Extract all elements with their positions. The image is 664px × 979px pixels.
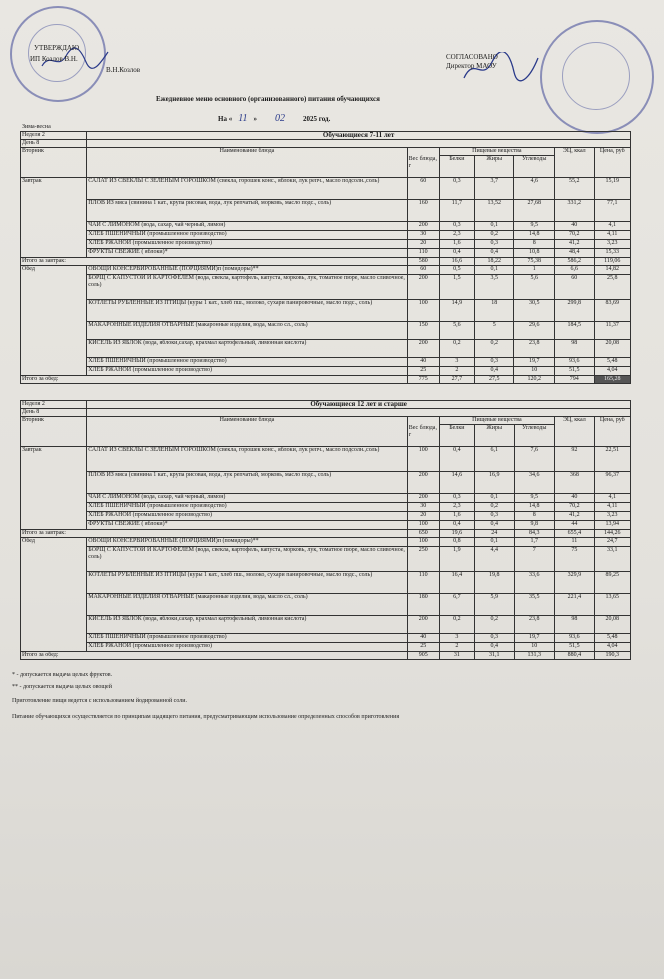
total-protein: 31 xyxy=(439,652,474,660)
total-row xyxy=(21,652,631,660)
dish-carbs: 1,7 xyxy=(514,538,555,547)
dish-fat: 0,2 xyxy=(474,231,514,240)
footnote-3: Приготовление пищи ведется с использованием йодированной соли. xyxy=(12,698,187,704)
menu-row xyxy=(21,447,631,472)
dish-price: 3,23 xyxy=(594,240,630,249)
dish-carbs: 23,8 xyxy=(514,616,555,634)
date-prefix: На « xyxy=(218,115,233,123)
dish-protein: 16,4 xyxy=(439,572,474,594)
dish-fat: 0,2 xyxy=(474,503,514,512)
group-title: Обучающиеся 12 лет и старше xyxy=(87,401,631,409)
total-label: Итого за завтрак: xyxy=(21,530,408,538)
dish-price: 5,48 xyxy=(594,634,630,643)
col-weight-header: Вес блюда, г xyxy=(407,148,439,178)
dish-name: ЧАЙ С ЛИМОНОМ (вода, сахар, чай черный, лимон) xyxy=(87,494,407,503)
dish-fat: 0,3 xyxy=(474,240,514,249)
menu-row xyxy=(21,616,631,634)
dish-kcal: 368 xyxy=(555,472,595,494)
dish-price: 4,11 xyxy=(594,231,630,240)
dish-weight: 60 xyxy=(407,266,439,275)
dish-kcal: 41,2 xyxy=(555,240,595,249)
total-fat: 27,5 xyxy=(474,376,514,384)
total-label: Итого за обед: xyxy=(21,652,408,660)
dish-weight: 200 xyxy=(407,222,439,231)
total-weight: 775 xyxy=(407,376,439,384)
menu-table-2 xyxy=(20,400,631,660)
dish-carbs: 34,6 xyxy=(514,472,555,494)
dish-name: ХЛЕБ ПШЕНИЧНЫЙ (промышленное производство) xyxy=(87,358,407,367)
approve-role: ИП Козлов В.Н. xyxy=(30,55,78,63)
dish-price: 96,37 xyxy=(594,472,630,494)
dish-weight: 160 xyxy=(407,200,439,222)
dish-fat: 13,52 xyxy=(474,200,514,222)
menu-row xyxy=(21,547,631,572)
dish-weight: 100 xyxy=(407,447,439,472)
day-row xyxy=(21,140,631,148)
dish-price: 13,65 xyxy=(594,594,630,616)
total-weight: 580 xyxy=(407,258,439,266)
day-row xyxy=(21,409,631,417)
dish-protein: 0,5 xyxy=(439,266,474,275)
dish-protein: 0,2 xyxy=(439,616,474,634)
dish-kcal: 41,2 xyxy=(555,512,595,521)
menu-row xyxy=(21,634,631,643)
dish-name: БОРЩ С КАПУСТОЙ И КАРТОФЕЛЕМ (вода, свекла, картофель, капуста, морковь, лук, томатное пюре, масло сливочное, соль) xyxy=(87,547,407,572)
dish-weight: 30 xyxy=(407,231,439,240)
dish-protein: 14,6 xyxy=(439,472,474,494)
dish-protein: 3 xyxy=(439,634,474,643)
total-weight: 905 xyxy=(407,652,439,660)
dish-weight: 100 xyxy=(407,300,439,322)
total-protein: 27,7 xyxy=(439,376,474,384)
dish-weight: 200 xyxy=(407,494,439,503)
dish-carbs: 23,8 xyxy=(514,340,555,358)
dish-price: 3,23 xyxy=(594,512,630,521)
col-nutrients-header: Пищевые вещества xyxy=(439,148,554,156)
menu-row xyxy=(21,200,631,222)
total-protein: 19,6 xyxy=(439,530,474,538)
date-day: 11 xyxy=(238,113,248,124)
dish-weight: 110 xyxy=(407,572,439,594)
dish-price: 11,37 xyxy=(594,322,630,340)
dish-carbs: 19,7 xyxy=(514,358,555,367)
dish-fat: 0,3 xyxy=(474,358,514,367)
dish-carbs: 1 xyxy=(514,266,555,275)
col-price-header: Цена, руб xyxy=(594,148,630,178)
dish-price: 25,8 xyxy=(594,275,630,300)
day-label: День 8 xyxy=(21,409,87,417)
weekday-label: Вторник xyxy=(21,417,87,447)
meal-label: Завтрак xyxy=(21,447,87,530)
day-blank xyxy=(87,140,631,148)
dish-kcal: 184,5 xyxy=(555,322,595,340)
menu-row xyxy=(21,266,631,275)
approve-title: УТВЕРЖДАЮ xyxy=(34,44,80,52)
dish-protein: 1,6 xyxy=(439,240,474,249)
dish-kcal: 6,6 xyxy=(555,266,595,275)
dish-name: САЛАТ ИЗ СВЕКЛЫ С ЗЕЛЕНЫМ ГОРОШКОМ (свекла, горошек конс., яблоки, лук репч., масло подсолн.,соль) xyxy=(87,178,407,200)
dish-name: ХЛЕБ РЖАНОЙ (промышленное производство) xyxy=(87,512,407,521)
dish-kcal: 221,4 xyxy=(555,594,595,616)
dish-name: КИСЕЛЬ ИЗ ЯБЛОК (вода, яблоки,сахар, крахмал картофельный, лимонная кислота) xyxy=(87,340,407,358)
total-kcal: 586,2 xyxy=(555,258,595,266)
dish-price: 14,82 xyxy=(594,266,630,275)
dish-fat: 16,9 xyxy=(474,472,514,494)
dish-fat: 6,1 xyxy=(474,447,514,472)
date-month: 02 xyxy=(274,113,285,124)
day-label: День 8 xyxy=(21,140,87,148)
col-name-header: Наименование блюда xyxy=(87,148,407,178)
dish-kcal: 299,8 xyxy=(555,300,595,322)
dish-price: 89,25 xyxy=(594,572,630,594)
dish-carbs: 8 xyxy=(514,240,555,249)
dish-fat: 0,1 xyxy=(474,538,514,547)
total-label: Итого за обед: xyxy=(21,376,408,384)
dish-price: 24,7 xyxy=(594,538,630,547)
dish-price: 77,1 xyxy=(594,200,630,222)
dish-kcal: 11 xyxy=(555,538,595,547)
menu-row xyxy=(21,643,631,652)
dish-kcal: 93,6 xyxy=(555,358,595,367)
dish-name: МАКАРОННЫЕ ИЗДЕЛИЯ ОТВАРНЫЕ (макаронные изделия, вода, масло сл., соль) xyxy=(87,594,407,616)
col-carbs-header: Углеводы xyxy=(514,156,555,178)
dish-kcal: 93,6 xyxy=(555,634,595,643)
total-carbs: 75,38 xyxy=(514,258,555,266)
dish-name: ХЛЕБ ПШЕНИЧНЫЙ (промышленное производство) xyxy=(87,503,407,512)
footnote-2: ** - допускается выдача целых овощей xyxy=(12,684,112,690)
dish-fat: 0,2 xyxy=(474,340,514,358)
dish-fat: 0,1 xyxy=(474,222,514,231)
dish-kcal: 44 xyxy=(555,521,595,530)
footnote-4: Питание обучающихся осуществляется по принципам щадящего питания, предусматривающим использование определенных способов приготовления xyxy=(12,714,400,720)
col-price-header: Цена, руб xyxy=(594,417,630,447)
dish-name: КОТЛЕТЫ РУБЛЕННЫЕ ИЗ ПТИЦЫ (куры 1 кат., хлеб пш., молоко, сухари панировочные, масло подс., соль) xyxy=(87,300,407,322)
total-carbs: 131,3 xyxy=(514,652,555,660)
dish-weight: 30 xyxy=(407,503,439,512)
menu-row xyxy=(21,340,631,358)
dish-carbs: 14,8 xyxy=(514,231,555,240)
dish-price: 20,08 xyxy=(594,340,630,358)
dish-carbs: 30,5 xyxy=(514,300,555,322)
dish-protein: 1,9 xyxy=(439,547,474,572)
dish-protein: 0,4 xyxy=(439,249,474,258)
dish-fat: 5 xyxy=(474,322,514,340)
total-price: 165,28 xyxy=(594,376,630,384)
dish-name: ХЛЕБ РЖАНОЙ (промышленное производство) xyxy=(87,643,407,652)
menu-row xyxy=(21,240,631,249)
meal-label: Обед xyxy=(21,538,87,652)
meal-label: Завтрак xyxy=(21,178,87,258)
dish-protein: 3 xyxy=(439,358,474,367)
dish-weight: 200 xyxy=(407,340,439,358)
total-kcal: 655,4 xyxy=(555,530,595,538)
menu-row xyxy=(21,472,631,494)
dish-fat: 0,1 xyxy=(474,494,514,503)
menu-row xyxy=(21,322,631,340)
dish-carbs: 9,5 xyxy=(514,494,555,503)
dish-weight: 40 xyxy=(407,634,439,643)
dish-weight: 100 xyxy=(407,538,439,547)
dish-kcal: 75 xyxy=(555,547,595,572)
dish-weight: 25 xyxy=(407,367,439,376)
dish-weight: 100 xyxy=(407,521,439,530)
menu-row xyxy=(21,503,631,512)
date-year: 2025 год. xyxy=(302,115,331,123)
col-fat-header: Жиры xyxy=(474,425,514,447)
dish-price: 33,1 xyxy=(594,547,630,572)
dish-kcal: 70,2 xyxy=(555,231,595,240)
dish-carbs: 10 xyxy=(514,367,555,376)
dish-protein: 5,6 xyxy=(439,322,474,340)
menu-row xyxy=(21,367,631,376)
dish-carbs: 5,6 xyxy=(514,275,555,300)
total-protein: 16,6 xyxy=(439,258,474,266)
menu-row xyxy=(21,538,631,547)
dish-name: САЛАТ ИЗ СВЕКЛЫ С ЗЕЛЕНЫМ ГОРОШКОМ (свекла, горошек конс., яблоки, лук репч., масло подсолн.,соль) xyxy=(87,447,407,472)
dish-kcal: 40 xyxy=(555,494,595,503)
dish-fat: 18 xyxy=(474,300,514,322)
menu-row xyxy=(21,358,631,367)
dish-name: ОВОЩИ КОНСЕРВИРОВАННЫЕ (ПОРЦИЯМИ)п (помидоры)** xyxy=(87,538,407,547)
col-carbs-header: Углеводы xyxy=(514,425,555,447)
dish-kcal: 48,4 xyxy=(555,249,595,258)
total-price: 119,06 xyxy=(594,258,630,266)
dish-carbs: 7,6 xyxy=(514,447,555,472)
menu-row xyxy=(21,231,631,240)
dish-protein: 0,4 xyxy=(439,447,474,472)
dish-protein: 0,8 xyxy=(439,538,474,547)
col-kcal-header: ЭЦ, ккал xyxy=(555,148,595,178)
menu-row xyxy=(21,494,631,503)
dish-kcal: 98 xyxy=(555,340,595,358)
dish-price: 15,19 xyxy=(594,178,630,200)
dish-name: ХЛЕБ РЖАНОЙ (промышленное производство) xyxy=(87,240,407,249)
col-name-header: Наименование блюда xyxy=(87,417,407,447)
menu-row xyxy=(21,512,631,521)
dish-protein: 1,5 xyxy=(439,275,474,300)
dish-protein: 0,4 xyxy=(439,521,474,530)
dish-price: 4,1 xyxy=(594,494,630,503)
dish-name: ПЛОВ ИЗ мяса (свинина 1 кат., крупа рисовая, вода, лук репчатый, морковь, масло подс., соль) xyxy=(87,472,407,494)
dish-name: МАКАРОННЫЕ ИЗДЕЛИЯ ОТВАРНЫЕ (макаронные изделия, вода, масло сл., соль) xyxy=(87,322,407,340)
dish-price: 4,04 xyxy=(594,643,630,652)
week-label: Неделя 2 xyxy=(21,401,87,409)
dish-kcal: 51,5 xyxy=(555,643,595,652)
dish-price: 4,11 xyxy=(594,503,630,512)
doc-title: Ежедневное меню основного (организованного) питания обучающихся xyxy=(156,95,380,103)
total-fat: 31,1 xyxy=(474,652,514,660)
dish-protein: 2 xyxy=(439,367,474,376)
dish-fat: 0,3 xyxy=(474,634,514,643)
menu-row xyxy=(21,249,631,258)
dish-kcal: 329,9 xyxy=(555,572,595,594)
season-label: Зима-весна xyxy=(22,124,51,130)
dish-fat: 5,9 xyxy=(474,594,514,616)
dish-fat: 0,1 xyxy=(474,266,514,275)
col-protein-header: Белки xyxy=(439,425,474,447)
dish-price: 20,08 xyxy=(594,616,630,634)
dish-protein: 1,6 xyxy=(439,512,474,521)
dish-protein: 0,3 xyxy=(439,178,474,200)
dish-weight: 150 xyxy=(407,322,439,340)
menu-table-1 xyxy=(20,131,631,384)
dish-name: ХЛЕБ ПШЕНИЧНЫЙ (промышленное производство) xyxy=(87,634,407,643)
dish-kcal: 40 xyxy=(555,222,595,231)
dish-fat: 3,5 xyxy=(474,275,514,300)
col-nutrients-header: Пищевые вещества xyxy=(439,417,554,425)
dish-name: БОРЩ С КАПУСТОЙ И КАРТОФЕЛЕМ (вода, свекла, картофель, капуста, морковь, лук, томатное пюре, масло сливочное, соль) xyxy=(87,275,407,300)
header-row-1 xyxy=(21,417,631,425)
dish-carbs: 19,7 xyxy=(514,634,555,643)
dish-name: ЧАЙ С ЛИМОНОМ (вода, сахар, чай черный, лимон) xyxy=(87,222,407,231)
dish-protein: 14,9 xyxy=(439,300,474,322)
total-price: 144,26 xyxy=(594,530,630,538)
dish-price: 15,33 xyxy=(594,249,630,258)
date-mid: » xyxy=(253,115,257,123)
menu-row xyxy=(21,572,631,594)
dish-fat: 0,4 xyxy=(474,367,514,376)
col-kcal-header: ЭЦ, ккал xyxy=(555,417,595,447)
dish-price: 4,04 xyxy=(594,367,630,376)
dish-fat: 0,2 xyxy=(474,616,514,634)
dish-carbs: 10 xyxy=(514,643,555,652)
dish-kcal: 98 xyxy=(555,616,595,634)
dish-kcal: 51,5 xyxy=(555,367,595,376)
dish-name: ФРУКТЫ СВЕЖИЕ ( яблоки)* xyxy=(87,249,407,258)
agree-role: Директор МАОУ xyxy=(446,62,497,70)
footnote-1: * - допускается выдача целых фруктов. xyxy=(12,672,113,678)
dish-weight: 200 xyxy=(407,616,439,634)
dish-carbs: 9,8 xyxy=(514,521,555,530)
dish-protein: 0,2 xyxy=(439,340,474,358)
dish-price: 83,69 xyxy=(594,300,630,322)
dish-fat: 0,4 xyxy=(474,521,514,530)
menu-date xyxy=(218,114,330,124)
dish-weight: 110 xyxy=(407,249,439,258)
dish-kcal: 70,2 xyxy=(555,503,595,512)
col-weight-header: Вес блюда, г xyxy=(407,417,439,447)
week-label: Неделя 2 xyxy=(21,132,87,140)
dish-kcal: 331,2 xyxy=(555,200,595,222)
dish-name: ФРУКТЫ СВЕЖИЕ ( яблоки)* xyxy=(87,521,407,530)
total-kcal: 794 xyxy=(555,376,595,384)
menu-row xyxy=(21,275,631,300)
dish-kcal: 92 xyxy=(555,447,595,472)
dish-name: КИСЕЛЬ ИЗ ЯБЛОК (вода, яблоки,сахар, крахмал картофельный, лимонная кислота) xyxy=(87,616,407,634)
total-price: 190,3 xyxy=(594,652,630,660)
dish-weight: 180 xyxy=(407,594,439,616)
dish-protein: 0,3 xyxy=(439,222,474,231)
dish-fat: 0,3 xyxy=(474,512,514,521)
total-carbs: 84,3 xyxy=(514,530,555,538)
menu-row xyxy=(21,222,631,231)
dish-weight: 20 xyxy=(407,512,439,521)
agree-title: СОГЛАСОВАНО xyxy=(446,53,498,61)
dish-protein: 2,3 xyxy=(439,503,474,512)
total-fat: 24 xyxy=(474,530,514,538)
col-fat-header: Жиры xyxy=(474,156,514,178)
approve-name: В.Н.Козлов xyxy=(106,66,141,74)
dish-name: ХЛЕБ РЖАНОЙ (промышленное производство) xyxy=(87,367,407,376)
dish-weight: 250 xyxy=(407,547,439,572)
dish-name: ХЛЕБ ПШЕНИЧНЫЙ (промышленное производство) xyxy=(87,231,407,240)
total-weight: 650 xyxy=(407,530,439,538)
dish-price: 13,94 xyxy=(594,521,630,530)
dish-name: КОТЛЕТЫ РУБЛЕННЫЕ ИЗ ПТИЦЫ (куры 1 кат., хлеб пш., молоко, сухари панировочные, масло подс., соль) xyxy=(87,572,407,594)
dish-protein: 0,3 xyxy=(439,494,474,503)
week-row xyxy=(21,132,631,140)
dish-name: ПЛОВ ИЗ мяса (свинина 1 кат., крупа рисовая, вода, лук репчатый, морковь, масло подс., соль) xyxy=(87,200,407,222)
dish-protein: 2,3 xyxy=(439,231,474,240)
dish-carbs: 14,8 xyxy=(514,503,555,512)
col-protein-header: Белки xyxy=(439,156,474,178)
menu-row xyxy=(21,178,631,200)
dish-weight: 25 xyxy=(407,643,439,652)
dish-fat: 19,8 xyxy=(474,572,514,594)
dish-carbs: 29,6 xyxy=(514,322,555,340)
total-carbs: 120,2 xyxy=(514,376,555,384)
group-title: Обучающиеся 7-11 лет xyxy=(87,132,631,140)
dish-weight: 200 xyxy=(407,275,439,300)
dish-fat: 3,7 xyxy=(474,178,514,200)
dish-carbs: 4,6 xyxy=(514,178,555,200)
day-blank xyxy=(87,409,631,417)
dish-fat: 0,4 xyxy=(474,249,514,258)
dish-kcal: 60 xyxy=(555,275,595,300)
dish-weight: 200 xyxy=(407,472,439,494)
dish-weight: 60 xyxy=(407,178,439,200)
dish-name: ОВОЩИ КОНСЕРВИРОВАННЫЕ (ПОРЦИЯМИ)п (помидоры)** xyxy=(87,266,407,275)
menu-row xyxy=(21,594,631,616)
dish-carbs: 33,6 xyxy=(514,572,555,594)
dish-price: 4,1 xyxy=(594,222,630,231)
dish-carbs: 8 xyxy=(514,512,555,521)
dish-carbs: 7 xyxy=(514,547,555,572)
dish-price: 5,48 xyxy=(594,358,630,367)
meal-label: Обед xyxy=(21,266,87,376)
total-label: Итого за завтрак: xyxy=(21,258,408,266)
dish-protein: 6,7 xyxy=(439,594,474,616)
dish-weight: 40 xyxy=(407,358,439,367)
dish-protein: 11,7 xyxy=(439,200,474,222)
dish-carbs: 35,5 xyxy=(514,594,555,616)
menu-row xyxy=(21,300,631,322)
dish-protein: 2 xyxy=(439,643,474,652)
dish-carbs: 10,8 xyxy=(514,249,555,258)
dish-weight: 20 xyxy=(407,240,439,249)
right-seal-ring-icon xyxy=(562,42,630,110)
dish-kcal: 55,2 xyxy=(555,178,595,200)
total-row xyxy=(21,376,631,384)
dish-fat: 4,4 xyxy=(474,547,514,572)
week-row xyxy=(21,401,631,409)
total-fat: 18,22 xyxy=(474,258,514,266)
weekday-label: Вторник xyxy=(21,148,87,178)
dish-carbs: 27,68 xyxy=(514,200,555,222)
total-row xyxy=(21,530,631,538)
header-row-1 xyxy=(21,148,631,156)
dish-fat: 0,4 xyxy=(474,643,514,652)
menu-row xyxy=(21,521,631,530)
dish-price: 22,51 xyxy=(594,447,630,472)
total-kcal: 880,4 xyxy=(555,652,595,660)
dish-carbs: 9,5 xyxy=(514,222,555,231)
total-row xyxy=(21,258,631,266)
